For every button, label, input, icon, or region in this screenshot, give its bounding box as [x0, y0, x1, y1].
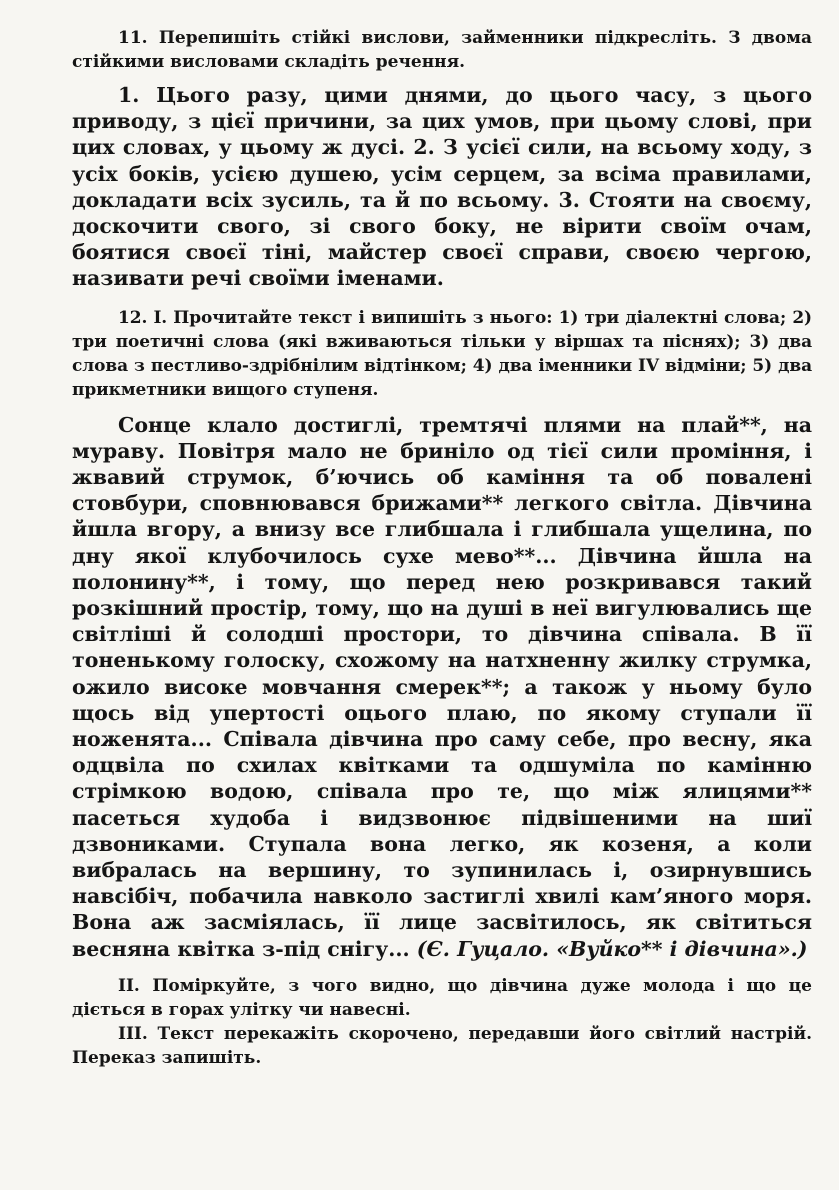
exercise-12-question-3: ІІІ. Текст перекажіть скорочено, передавши його світлий настрій. Переказ запишіть.	[72, 1023, 812, 1068]
story-text: Сонце клало достиглі, тремтячі плями на плай**, на мураву. Повітря мало не бриніло од тієї сили проміння, і жвавий струмок, б’ючись об каміння та об повалені стовбури, сповнювався брижами** легкого світла. Дівчина йшла вгору, а внизу все глибшала і глибшала ущелина, по дну якої клубочилось сухе мево**... Дівчина йшла на полонину**, і тому, що перед нею розкривався такий розкішний простір, тому, що на душі в неї вигулювались ще світліші й солодші простори, то дівчина співала. В її тоненькому голоску, схожому на натхненну жилку струмка, ожило високе мовчання смерек**; а також у ньому було щось від упертості оцього плаю, по якому ступали її ноженята... Співала дівчина про саму себе, про весну, яка одцвіла по схилах квітками та одшуміла по камінню стрімкою водою, співала про те, що між ялицями** пасеться худоба і видзвонює підвішеними на шиї дзвониками. Ступала вона легко, як козеня, а коли вибралась на вершину, то зупинилась і, озирнувшись навсібіч, побачила навколо застиглі хвилі кам’яного моря. Вона аж засміялась, її лице засвітилось, як світиться весняна квітка з-під снігу...	[72, 412, 812, 961]
exercise-12-story	[72, 412, 812, 962]
exercise-11-expressions: 1. Цього разу, цими днями, до цього часу, з цього приводу, з цієї причини, за цих умов, при цьому слові, при цих словах, у цьому ж дусі. 2. З усієї сили, на всьому ходу, з усіх боків, усією душею, усім серцем, за всіма правилами, докладати всіх зусиль, та й по всьому. 3. Стояти на своєму, доскочити свого, зі свого боку, не вірити своїм очам, боятися своєї тіні, майстер своєї справи, своєю чергою, називати речі своїми іменами.	[72, 83, 812, 291]
story-citation: (Є. Гуцало. «Вуйко** і дівчина».)	[416, 936, 808, 961]
exercise-11-task: 11. Перепишіть стійкі вислови, займенники підкресліть. З двома стійкими висловами складіть речення.	[72, 28, 812, 72]
exercise-12-question-2: ІІ. Поміркуйте, з чого видно, що дівчина дуже молода і що це діється в горах улітку чи навесні.	[72, 975, 812, 1020]
exercise-12-task: 12. І. Прочитайте текст і випишіть з нього: 1) три діалектні слова; 2) три поетичні слова (які вживаються тільки у віршах та піснях); 3) два слова з пестливо-здрібнілим відтінком; 4) два іменники IV відміни; 5) два прикметники вищого ступеня.	[72, 307, 812, 400]
page-content	[72, 26, 812, 1070]
